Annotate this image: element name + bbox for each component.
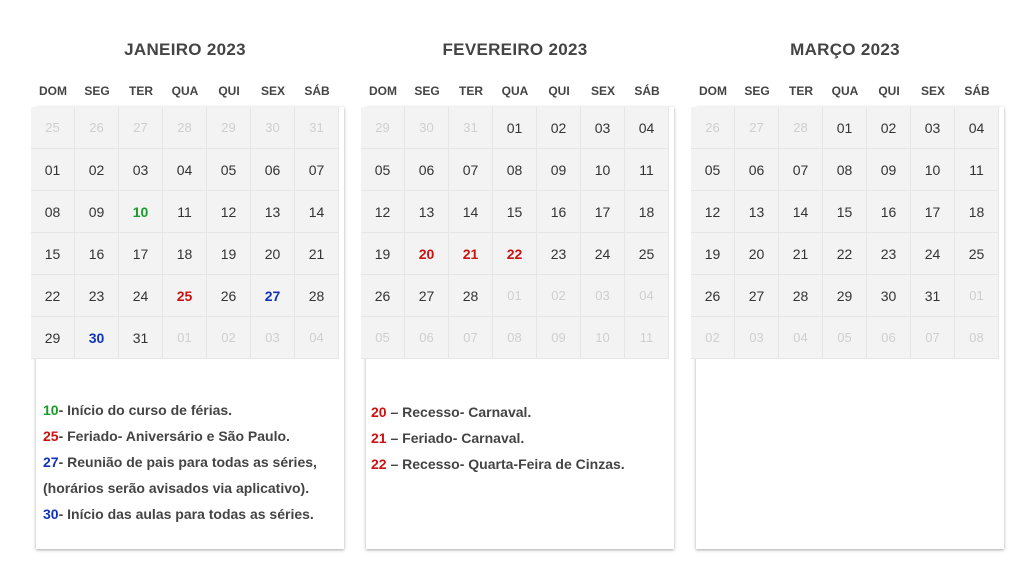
day-cell-outside-month: 29 [361,107,405,149]
day-cell: 25 [163,275,207,317]
event-day-number: 30 [43,506,59,522]
day-cell: 02 [537,107,581,149]
event-description: - Feriado- Aniversário e São Paulo. [58,428,290,444]
day-cell: 13 [251,191,295,233]
event-note [43,402,232,418]
day-cell: 20 [405,233,449,275]
day-cell: 13 [735,191,779,233]
event-day-number: 21 [371,430,387,446]
day-cell-outside-month: 26 [75,107,119,149]
day-cell: 12 [361,191,405,233]
day-cell-outside-month: 04 [779,317,823,359]
event-note [43,480,309,496]
day-cell-outside-month: 07 [911,317,955,359]
event-note [43,454,317,470]
day-cell-outside-month: 04 [625,275,669,317]
weekday-label: TER [129,84,153,98]
day-cell: 11 [625,149,669,191]
day-cell: 18 [163,233,207,275]
day-cell: 02 [75,149,119,191]
day-cell-outside-month: 28 [779,107,823,149]
day-cell: 27 [735,275,779,317]
day-cell-outside-month: 06 [867,317,911,359]
day-cell: 26 [691,275,735,317]
weekday-label: DOM [699,84,727,98]
day-cell: 09 [75,191,119,233]
day-cell-outside-month: 01 [955,275,999,317]
day-cell-outside-month: 03 [735,317,779,359]
day-cell: 16 [75,233,119,275]
event-day-number: 22 [371,456,387,472]
day-grid [31,107,339,359]
event-description: - Reunião de pais para todas as séries, [58,454,317,470]
day-cell: 01 [31,149,75,191]
event-note [371,430,524,446]
weekday-label: SEG [414,84,440,98]
weekday-label: QUA [831,84,859,98]
day-cell-outside-month: 10 [581,317,625,359]
day-cell: 24 [581,233,625,275]
weekday-label: TER [459,84,483,98]
event-day-number: 27 [43,454,59,470]
day-cell: 20 [735,233,779,275]
month-title: MARÇO 2023 [790,40,900,59]
weekday-label: QUA [501,84,529,98]
weekday-label: SEG [84,84,110,98]
day-cell: 15 [493,191,537,233]
day-cell: 03 [911,107,955,149]
day-cell-outside-month: 06 [405,317,449,359]
day-cell: 30 [867,275,911,317]
day-cell: 30 [75,317,119,359]
day-cell-outside-month: 04 [295,317,339,359]
day-cell-outside-month: 03 [581,275,625,317]
day-cell-outside-month: 05 [361,317,405,359]
day-cell-outside-month: 27 [119,107,163,149]
day-cell-outside-month: 29 [207,107,251,149]
day-cell: 08 [823,149,867,191]
day-cell: 05 [361,149,405,191]
day-cell-outside-month: 02 [207,317,251,359]
day-cell: 31 [119,317,163,359]
day-cell: 10 [581,149,625,191]
weekday-label: SEX [260,84,285,98]
day-cell-outside-month: 31 [449,107,493,149]
day-cell-outside-month: 26 [691,107,735,149]
event-note [43,506,314,522]
weekday-label: QUI [878,84,900,98]
day-cell: 09 [537,149,581,191]
day-cell: 01 [823,107,867,149]
weekday-label: SEX [590,84,615,98]
day-grid [691,107,999,359]
day-cell: 06 [405,149,449,191]
event-description: – Recesso- Quarta-Feira de Cinzas. [386,456,625,472]
day-cell-outside-month: 08 [955,317,999,359]
day-cell-outside-month: 08 [493,317,537,359]
day-cell: 28 [295,275,339,317]
day-cell: 14 [779,191,823,233]
weekday-label: SEX [920,84,945,98]
weekday-label: SÁB [304,84,330,98]
day-cell: 23 [537,233,581,275]
day-cell: 16 [537,191,581,233]
day-cell-outside-month: 05 [823,317,867,359]
day-cell: 26 [207,275,251,317]
weekday-label: SÁB [964,84,990,98]
day-cell: 29 [31,317,75,359]
day-cell: 11 [163,191,207,233]
day-cell: 27 [251,275,295,317]
event-description: – Feriado- Carnaval. [386,430,525,446]
day-cell: 19 [207,233,251,275]
day-cell: 27 [405,275,449,317]
weekday-header [691,84,999,98]
day-cell: 29 [823,275,867,317]
day-cell-outside-month: 09 [537,317,581,359]
day-cell: 08 [31,191,75,233]
day-cell: 15 [31,233,75,275]
day-cell: 20 [251,233,295,275]
day-cell: 03 [119,149,163,191]
day-cell-outside-month: 02 [537,275,581,317]
event-day-number: 10 [43,402,59,418]
day-cell: 06 [251,149,295,191]
day-cell: 17 [581,191,625,233]
day-cell: 21 [449,233,493,275]
day-cell: 12 [207,191,251,233]
day-cell: 10 [119,191,163,233]
day-cell: 31 [911,275,955,317]
day-cell: 07 [295,149,339,191]
day-cell: 07 [449,149,493,191]
day-cell-outside-month: 30 [405,107,449,149]
day-cell: 15 [823,191,867,233]
day-cell-outside-month: 01 [493,275,537,317]
weekday-label: DOM [39,84,67,98]
event-note [371,404,531,420]
event-note [43,428,290,444]
event-description: (horários serão avisados via aplicativo). [43,480,310,496]
day-cell: 17 [911,191,955,233]
day-cell: 24 [119,275,163,317]
day-cell: 01 [493,107,537,149]
day-cell-outside-month: 02 [691,317,735,359]
day-cell: 05 [207,149,251,191]
weekday-label: SEG [744,84,770,98]
day-cell: 09 [867,149,911,191]
day-cell-outside-month: 27 [735,107,779,149]
day-cell: 26 [361,275,405,317]
day-cell: 28 [449,275,493,317]
day-cell: 08 [493,149,537,191]
day-cell-outside-month: 28 [163,107,207,149]
day-cell: 22 [31,275,75,317]
day-cell: 18 [625,191,669,233]
day-cell: 07 [779,149,823,191]
day-cell-outside-month: 11 [625,317,669,359]
event-description: - Início do curso de férias. [58,402,233,418]
event-note [371,456,625,472]
weekday-label: QUI [218,84,240,98]
weekday-label: SÁB [634,84,660,98]
day-cell-outside-month: 01 [163,317,207,359]
day-cell-outside-month: 30 [251,107,295,149]
day-cell: 14 [295,191,339,233]
weekday-label: QUA [171,84,199,98]
day-cell: 19 [691,233,735,275]
day-cell-outside-month: 07 [449,317,493,359]
day-cell: 25 [625,233,669,275]
day-cell: 12 [691,191,735,233]
day-cell: 21 [295,233,339,275]
day-cell: 02 [867,107,911,149]
event-day-number: 25 [43,428,59,444]
day-cell-outside-month: 25 [31,107,75,149]
day-cell: 11 [955,149,999,191]
day-cell: 06 [735,149,779,191]
day-cell: 23 [75,275,119,317]
day-cell: 05 [691,149,735,191]
day-cell: 22 [493,233,537,275]
day-cell: 16 [867,191,911,233]
day-cell: 19 [361,233,405,275]
event-day-number: 20 [371,404,387,420]
day-cell: 28 [779,275,823,317]
day-cell: 21 [779,233,823,275]
event-description: – Recesso- Carnaval. [386,404,532,420]
weekday-header [361,84,669,98]
day-cell: 03 [581,107,625,149]
day-cell: 24 [911,233,955,275]
weekday-header [31,84,339,98]
day-cell: 04 [163,149,207,191]
month-title: JANEIRO 2023 [124,40,246,59]
day-cell: 14 [449,191,493,233]
month-title: FEVEREIRO 2023 [442,40,588,59]
event-description: - Início das aulas para todas as séries. [58,506,314,522]
weekday-label: TER [789,84,813,98]
day-cell: 25 [955,233,999,275]
weekday-label: DOM [369,84,397,98]
day-cell: 18 [955,191,999,233]
day-cell: 17 [119,233,163,275]
day-cell: 13 [405,191,449,233]
day-cell: 10 [911,149,955,191]
day-cell: 23 [867,233,911,275]
day-cell-outside-month: 03 [251,317,295,359]
day-grid [361,107,669,359]
day-cell: 04 [625,107,669,149]
day-cell: 22 [823,233,867,275]
day-cell: 04 [955,107,999,149]
day-cell-outside-month: 31 [295,107,339,149]
weekday-label: QUI [548,84,570,98]
